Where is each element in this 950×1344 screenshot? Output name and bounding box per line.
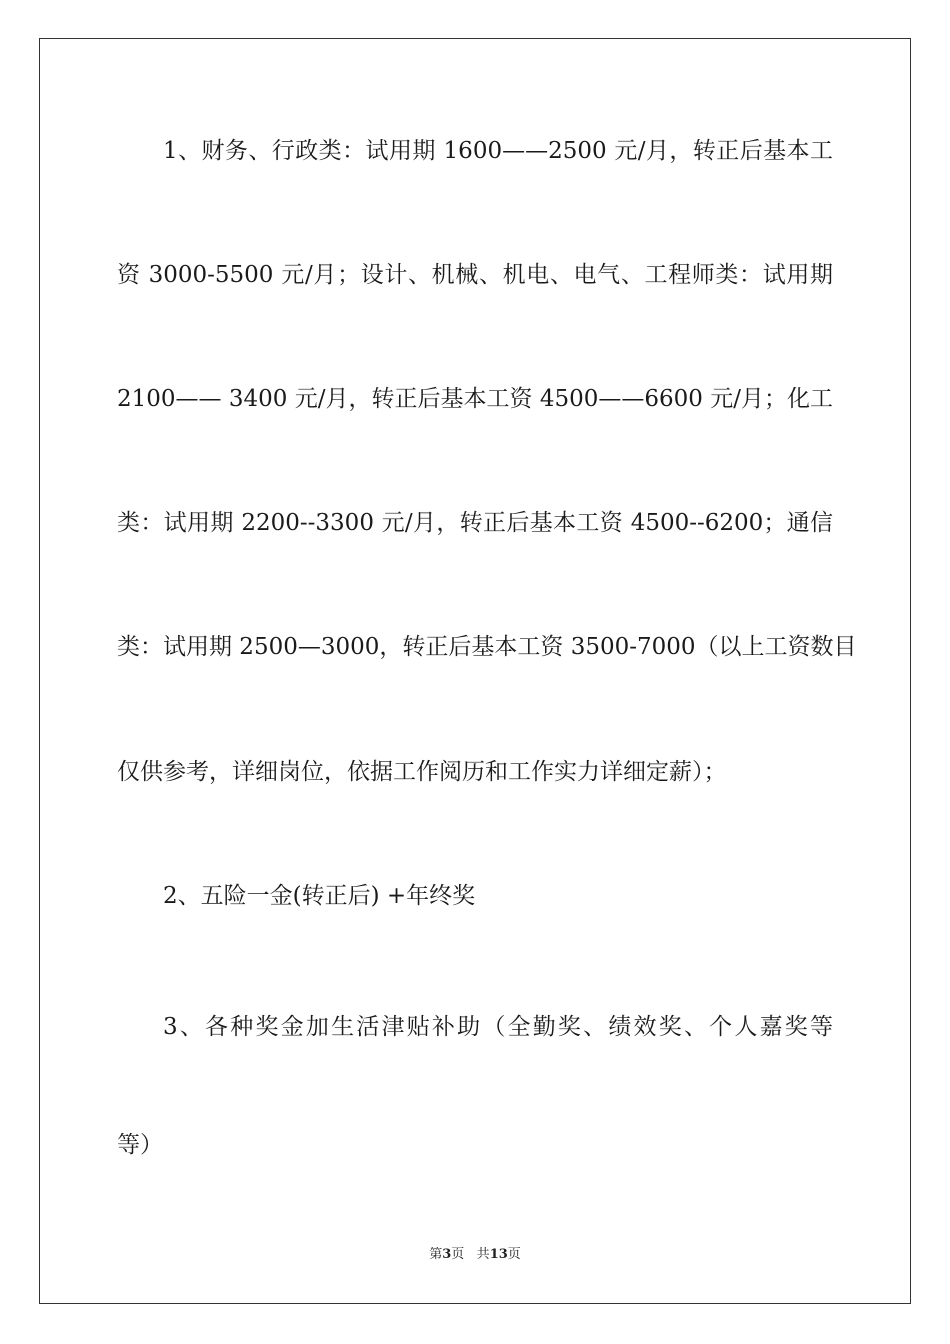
footer-total-prefix: 共 [476, 1247, 490, 1262]
paragraph-3-line-2: 等） [117, 1132, 163, 1158]
footer-total-pages: 13 [489, 1247, 508, 1262]
footer-total-unit: 页 [507, 1247, 521, 1262]
footer-page-prefix: 第 [429, 1247, 443, 1262]
paragraph-1-line-6: 仅供参考，详细岗位，依据工作阅历和工作实力详细定薪）； [117, 759, 727, 785]
paragraph-2-line-1: 2、五险一金(转正后) +年终奖 [163, 883, 476, 909]
page-frame [39, 38, 911, 1304]
paragraph-1-line-5: 类：试用期 2500—3000，转正后基本工资 3500-7000（以上工资数目 [117, 634, 857, 660]
footer-page-unit: 页 [451, 1247, 465, 1262]
paragraph-1-line-3: 2100—— 3400 元/月，转正后基本工资 4500——6600 元/月；化工 [117, 386, 833, 412]
footer-current-page: 3 [442, 1247, 452, 1262]
paragraph-1-line-2: 资 3000-5500 元/月；设计、机械、机电、电气、工程师类：试用期 [117, 262, 833, 288]
paragraph-3-line-1: 3、各种奖金加生活津贴补助（全勤奖、绩效奖、个人嘉奖等 [163, 1014, 833, 1040]
page-footer [0, 1246, 950, 1264]
paragraph-1-line-1: 1、财务、行政类：试用期 1600——2500 元/月，转正后基本工 [163, 138, 833, 164]
paragraph-1-line-4: 类：试用期 2200--3300 元/月，转正后基本工资 4500--6200；通信 [117, 510, 833, 536]
